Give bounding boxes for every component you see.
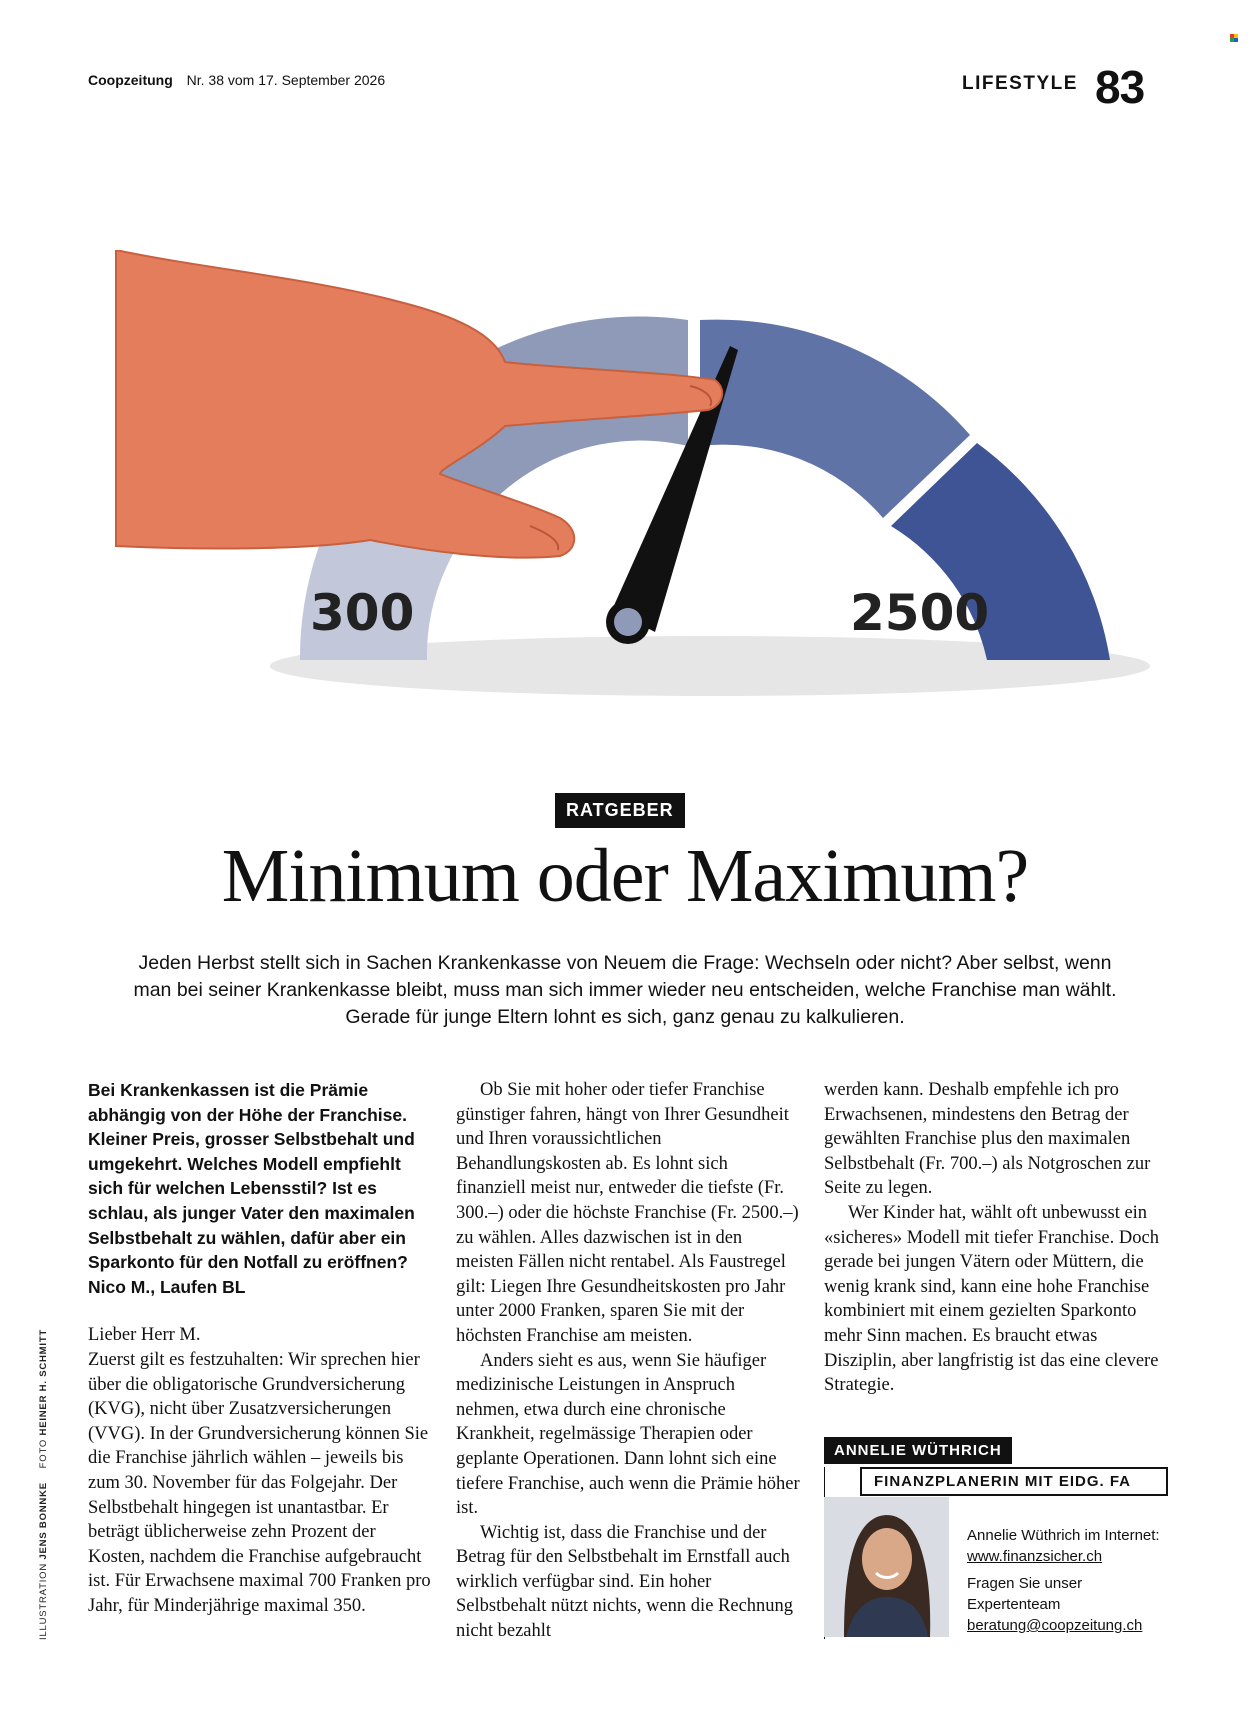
body-paragraph: Zuerst gilt es festzuhalten: Wir sprechen hier über die obligatorische Grundversicherung (KVG), nicht über Zusatzversicherungen (VVG). In der Grundversicherung können Sie die Franchise jährlich wählen – jeweils bis zum 30. November für das Folgejahr. Der Selbstbehalt hingegen ist unantastbar. Er beträgt üblicherweise zehn Prozent der Kosten, nachdem die Franchise aufgebraucht ist. Für Erwachsene maximal 700 Franken pro Jahr, für Minderjährige maximal 350. bbox=[88, 1349, 431, 1616]
page-number: 83 bbox=[1095, 61, 1145, 113]
article-lead: Jeden Herbst stellt sich in Sachen Krankenkasse von Neuem die Frage: Wechseln oder nicht? Aber selbst, wenn man bei seiner Krankenkasse bleibt, muss man sich immer wieder neu entscheiden, welche Franchise man wählt. Gerade für junge Eltern lohnt es sich, ganz genau zu kalkulieren. bbox=[133, 952, 1117, 1028]
reader-question bbox=[88, 1078, 433, 1299]
expert-contact-info bbox=[967, 1525, 1160, 1642]
issue-info: Nr. 38 vom 17. September 2026 bbox=[186, 72, 386, 88]
body-paragraph: Wichtig ist, dass die Franchise und der Betrag für den Selbstbehalt im Ernstfall auch wirklich verfügbar sind. Ein hoher Selbstbehalt nützt nichts, wenn die Rechnung nicht bezahlt bbox=[456, 1522, 794, 1642]
article-column-1 bbox=[88, 1078, 433, 1618]
question-author: Nico M., Laufen BL bbox=[88, 1276, 246, 1297]
article-tag: RATGEBER bbox=[555, 793, 685, 828]
expert-portrait bbox=[824, 1497, 949, 1637]
gauge-segment-3 bbox=[700, 320, 970, 518]
expert-role: FINANZPLANERIN MIT EIDG. FA bbox=[860, 1467, 1168, 1496]
photo-credit-label: FOTO bbox=[38, 1438, 49, 1469]
publication-name: Coopzeitung bbox=[88, 72, 173, 88]
gauge-label-max: 2500 bbox=[850, 584, 990, 642]
gauge-label-min: 300 bbox=[310, 584, 415, 642]
print-color-mark-icon bbox=[1230, 34, 1238, 42]
expert-name: ANNELIE WÜTHRICH bbox=[824, 1437, 1012, 1464]
franchise-gauge-illustration bbox=[110, 250, 1150, 730]
body-paragraph: Ob Sie mit hoher oder tiefer Franchise günstiger fahren, hängt von Ihrer Gesundheit und Ihren voraussichtlichen Behandlungskosten ab. Es lohnt sich finanziell meist nur, entweder die tiefste (Fr. 300.–) oder die höchste Franchise (Fr. 2500.–) zu wählen. Alles dazwischen ist in den meisten Fällen nicht rentabel. Als Faustregel gilt: Liegen Ihre Gesundheitskosten pro Jahr unter 2000 Franken, sparen Sie mit der höchsten Franchise am meisten. bbox=[456, 1080, 799, 1346]
hand bbox=[116, 250, 722, 558]
image-credits bbox=[38, 1329, 49, 1640]
website-link[interactable]: www.finanzsicher.ch bbox=[967, 1548, 1103, 1565]
email-link[interactable]: beratung@coopzeitung.ch bbox=[967, 1617, 1143, 1634]
question-text: Bei Krankenkassen ist die Prämie abhängig von der Höhe der Franchise. Kleiner Preis, grosser Selbstbehalt und umgekehrt. Welches Modell empfiehlt sich für welchen Lebensstil? Ist es schlau, als junger Vater den maximalen Selbstbehalt zu wählen, dafür aber ein Sparkonto für den Notfall zu eröffnen? bbox=[88, 1080, 415, 1273]
photo-credit-name: HEINER H. SCHMITT bbox=[38, 1328, 49, 1436]
section-title: LIFESTYLE bbox=[962, 73, 1078, 94]
body-paragraph: Wer Kinder hat, wählt oft unbewusst ein «sicheres» Modell mit tiefer Franchise. Doch gerade bei jungen Vätern oder Müttern, die wenig krank sind, kann eine hohe Franchise kombiniert mit einem gezielten Sparkonto mehr Sinn machen. Es braucht etwas Disziplin, aber langfristig ist das eine clevere Strategie. bbox=[824, 1202, 1159, 1396]
body-paragraph-continued: werden kann. Deshalb empfehle ich pro Erwachsenen, mindestens den Betrag der gewählten Franchise plus den maximalen Selbstbehalt (Fr. 700.–) als Notgroschen zur Seite zu legen. bbox=[824, 1080, 1151, 1199]
illustration-credit-name: JENS BONNKE bbox=[38, 1482, 49, 1560]
salutation: Lieber Herr M. bbox=[88, 1325, 201, 1346]
article-column-2 bbox=[456, 1078, 801, 1644]
body-paragraph: Anders sieht es aus, wenn Sie häufiger medizinische Leistungen in Anspruch nehmen, etwa durch eine chronische Krankheit, regelmässige Therapien oder geplante Operationen. Dann lohnt sich eine tiefere Franchise, auch wenn die Prämie höher ist. bbox=[456, 1350, 800, 1519]
article-title: Minimum oder Maximum? bbox=[221, 834, 1029, 918]
masthead bbox=[88, 72, 385, 88]
questions-label: Fragen Sie unser Expertenteam bbox=[967, 1575, 1083, 1613]
article-column-3 bbox=[824, 1078, 1169, 1398]
illustration-credit-label: ILLUSTRATION bbox=[38, 1563, 49, 1640]
internet-label: Annelie Wüthrich im Internet: bbox=[967, 1527, 1160, 1544]
